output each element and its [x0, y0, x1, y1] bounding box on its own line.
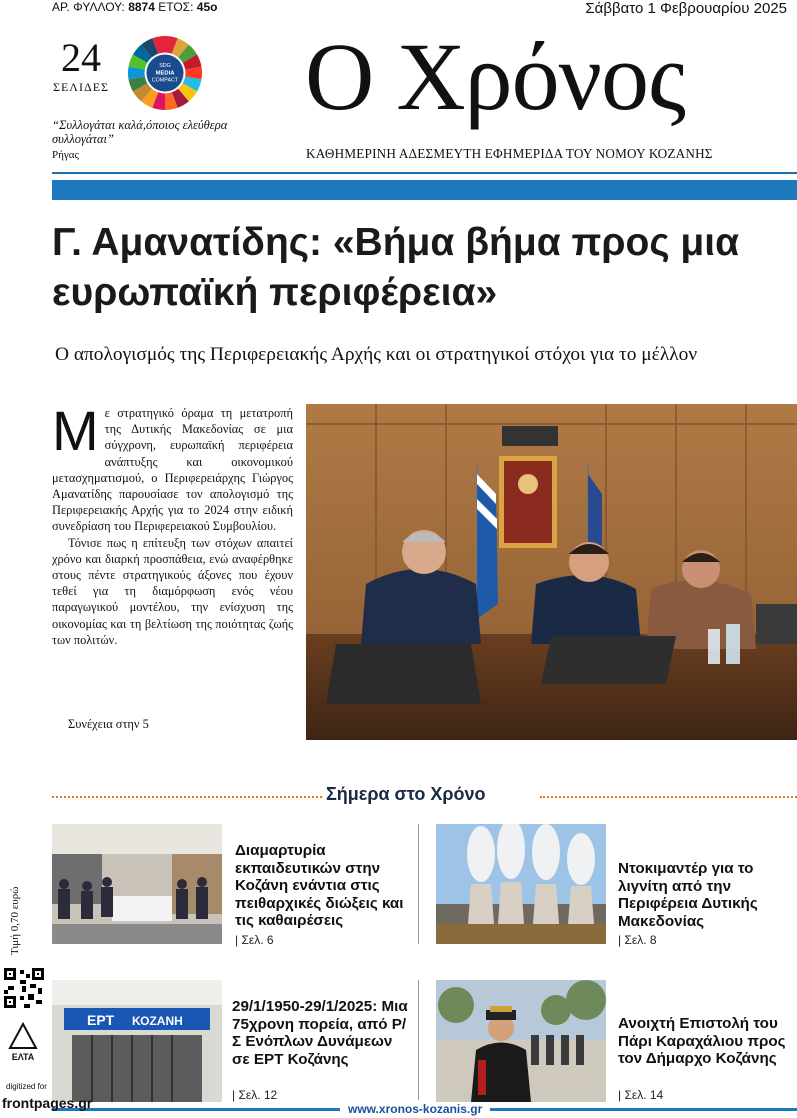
issue-label: ΑΡ. ΦΥΛΛΟΥ: [52, 0, 125, 14]
price-text: Τιμή 0,70 ευρώ [9, 886, 21, 955]
news-image-power-plant [436, 824, 606, 944]
compact-text: COMPACT [151, 77, 179, 84]
motto-author: Ρήγας [52, 149, 79, 161]
lead-photo [306, 404, 797, 740]
continued-note: Συνέχεια στην 5 [68, 717, 149, 731]
news-title-2[interactable]: Ντοκιμαντέρ για το λιγνίτη από την Περιφέρεια Δυτικής Μακεδονίας [618, 860, 758, 930]
news-image-military-parade [436, 980, 606, 1102]
header-rule [52, 172, 797, 174]
news-title-1[interactable]: Διαμαρτυρία εκπαιδευτικών στην Κοζάνη ενάντια στις πειθαρχικές διώξεις και τις καθαιρέσεις [235, 842, 404, 929]
ert-sign-text: ΕΡΤ [87, 1012, 115, 1028]
lead-paragraph-1: ε στρατηγικό όραμα τη μετατροπή της Δυτικής Μακεδονίας σε μια σύγχρονη, ευρωπαϊκή περιφέρεια ανάπτυξης και οικονομικού μετασχηματισμού, ο Περιφερειάρχης Γιώργος Αμανατίδης παρουσίασε τον απολογισμό της Περιφερειακής Αρχής για το 2024 στην ειδική συνεδρίαση του Περιφερειακού Συμβουλίου. [52, 406, 293, 534]
issue-info [52, 0, 217, 14]
price-label [4, 850, 24, 960]
news-image-protest [52, 824, 222, 944]
column-divider-2 [418, 980, 419, 1100]
masthead: Ο Χρόνος [305, 23, 685, 130]
year-number: 45ο [196, 0, 218, 14]
pages-label: ΣΕΛΙΔΕΣ [52, 80, 110, 94]
lead-paragraph-2: Τόνισε πως η επίτευξη των στόχων απαιτεί χρόνο και διαρκή προσπάθεια, ενώ αναφέρθηκε στους πέντε στρατηγικούς άξονες που έχουν τεθεί για τη διαμόρφωση ενός νέου παραγωγικού μοντέλου, την ενίσχυση της οικονομίας και τη βελτίωση της ποιότητας ζωής των πολιτών. [52, 535, 293, 647]
news-title-4[interactable]: Ανοιχτή Επιστολή του Πάρι Καραχάλιου προς τον Δήμαρχο Κοζάνης [618, 1015, 786, 1067]
digitized-label: digitized for [6, 1082, 47, 1091]
sdg-text: SDG [159, 63, 171, 70]
website-link[interactable]: www.xronos-kozanis.gr [340, 1102, 490, 1116]
news-page-3: | Σελ. 12 [232, 1088, 278, 1102]
news-page-1: | Σελ. 6 [235, 933, 274, 947]
elta-logo [8, 1022, 38, 1064]
news-title-3[interactable]: 29/1/1950-29/1/2025: Μια 75χρονη πορεία, από Ρ/Σ Ενόπλων Δυνάμεων σε ΕΡΤ Κοζάνης [232, 998, 408, 1068]
lead-article [52, 399, 293, 648]
qr-code-icon[interactable] [2, 966, 46, 1010]
news-image-ert-building [52, 980, 222, 1102]
frontpages-watermark: frontpages.gr [2, 1095, 93, 1111]
elta-text: ΕΛΤΑ [11, 1052, 35, 1062]
pages-count: 24 [61, 35, 101, 80]
header-band [52, 180, 797, 200]
lead-subtitle: Ο απολογισμός της Περιφερειακής Αρχής και οι στρατηγικοί στόχοι για το μέλλον [55, 344, 698, 365]
kozani-sign-text: ΚΟΖΑΝΗ [132, 1014, 183, 1028]
news-page-2: | Σελ. 8 [618, 933, 657, 947]
issue-date: Σάββατο 1 Φεβρουαρίου 2025 [585, 0, 787, 17]
lead-headline: Γ. Αμανατίδης: «Βήμα βήμα προς μια ευρωπαϊκή περιφέρεια» [52, 221, 740, 314]
column-divider-1 [418, 824, 419, 944]
media-text: MEDIA [155, 70, 175, 77]
news-page-4: | Σελ. 14 [618, 1088, 664, 1102]
today-section-title: Σήμερα στο Χρόνο [326, 784, 486, 804]
motto: “Συλλογάται καλά,όποιος ελεύθερα συλλογάται” [52, 118, 228, 146]
masthead-subtitle: ΚΑΘΗΜΕΡΙΝΗ ΑΔΕΣΜΕΥΤΗ ΕΦΗΜΕΡΙΔΑ ΤΟΥ ΝΟΜΟΥ ΚΟΖΑΝΗΣ [306, 146, 713, 161]
section-dots-right [540, 796, 797, 798]
issue-number: 8874 [128, 0, 155, 14]
sdg-media-compact-logo [126, 34, 204, 112]
drop-cap: Μ [52, 399, 99, 462]
section-dots-left [52, 796, 322, 798]
year-label: ΕΤΟΣ: [158, 0, 194, 14]
